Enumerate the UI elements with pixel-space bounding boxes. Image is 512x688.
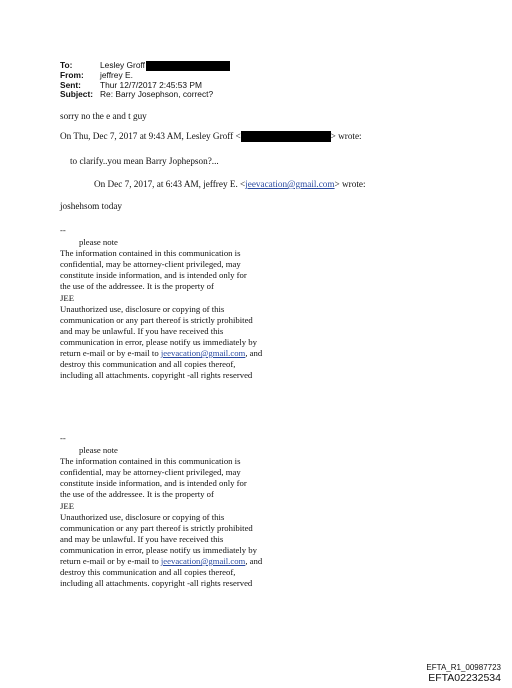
disclaimer-line: constitute inside information, and is intended only for <box>60 478 247 489</box>
quote1-prefix: On Thu, Dec 7, 2017 at 9:43 AM, Lesley Groff < <box>60 131 241 141</box>
disclaimer-line: the use of the addressee. It is the property of <box>60 281 214 292</box>
from-value: jeffrey E. <box>100 70 133 80</box>
from-label: From: <box>60 70 84 80</box>
redaction-box <box>146 61 230 71</box>
separator: -- <box>60 433 66 443</box>
quote1-suffix: > wrote: <box>330 131 362 141</box>
email-link[interactable]: jeevacation@gmail.com <box>160 556 246 567</box>
disclaimer-line: communication in error, please notify us immediately by <box>60 336 257 347</box>
disclaimer-line: destroy this communication and all copies thereof, <box>60 359 236 370</box>
sent-label: Sent: <box>60 79 81 90</box>
disclaimer-line-prefix: return e-mail or by e-mail to <box>60 556 161 567</box>
disclaimer-block <box>60 433 262 589</box>
disclaimer-line: The information contained in this communication is <box>60 248 241 259</box>
to-value: Lesley Groff <box>100 60 145 70</box>
disclaimer-line: JEE <box>60 500 74 511</box>
disclaimer-line: Unauthorized use, disclosure or copying of this <box>60 511 225 522</box>
efta-id: EFTA02232534 <box>428 672 501 684</box>
disclaimer-line: and may be unlawful. If you have received this <box>60 533 224 544</box>
disclaimer-line-suffix: , and <box>245 556 263 567</box>
to-label: To: <box>60 60 73 70</box>
subject-row <box>60 90 230 100</box>
disclaimer-line: Unauthorized use, disclosure or copying of this <box>60 303 225 314</box>
sent-value: Thur 12/7/2017 2:45:53 PM <box>100 79 202 90</box>
disclaimer-line: communication or any part thereof is strictly prohibited <box>60 314 253 325</box>
disclaimer-line: including all attachments. copyright -all rights reserved <box>60 578 253 589</box>
redaction-box <box>241 131 331 142</box>
disclaimer-line: communication in error, please notify us immediately by <box>60 544 257 555</box>
quote2-line <box>94 179 366 190</box>
quote1-line <box>60 131 362 142</box>
disclaimer-line: JEE <box>60 292 74 303</box>
quote2-prefix: On Dec 7, 2017, at 6:43 AM, jeffrey E. < <box>94 179 246 189</box>
quote2-suffix: > wrote: <box>334 179 366 189</box>
to-row <box>60 61 230 71</box>
email-link[interactable]: jeevacation@gmail.com <box>245 179 335 189</box>
efta-r1-id: EFTA_R1_00987723 <box>426 663 501 672</box>
email-link[interactable]: jeevacation@gmail.com <box>160 348 246 359</box>
original-message: joshehsom today <box>60 201 123 211</box>
disclaimer-line: communication or any part thereof is strictly prohibited <box>60 522 253 533</box>
disclaimer-line: confidential, may be attorney-client privileged, may <box>60 467 241 478</box>
disclaimer-block <box>60 225 262 381</box>
disclaimer-line: destroy this communication and all copies thereof, <box>60 567 236 578</box>
reply-text: sorry no the e and t guy <box>60 111 147 121</box>
disclaimer-line: including all attachments. copyright -all rights reserved <box>60 370 253 381</box>
subject-value: Re: Barry Josephson, correct? <box>100 89 214 100</box>
disclaimer-line: The information contained in this communication is <box>60 456 241 467</box>
email-header <box>60 61 230 100</box>
please-note: please note <box>79 445 118 456</box>
disclaimer-line: the use of the addressee. It is the property of <box>60 489 214 500</box>
disclaimer-line: and may be unlawful. If you have received this <box>60 325 224 336</box>
disclaimer-line-prefix: return e-mail or by e-mail to <box>60 348 161 359</box>
disclaimer-line-suffix: , and <box>245 348 263 359</box>
disclaimer-line <box>60 556 262 567</box>
disclaimer-line: constitute inside information, and is intended only for <box>60 270 247 281</box>
separator: -- <box>60 225 66 235</box>
clarify-text: to clarify..you mean Barry Jophepson?... <box>70 156 219 166</box>
subject-label: Subject: <box>60 89 94 100</box>
please-note: please note <box>79 237 118 248</box>
disclaimer-line <box>60 348 262 359</box>
disclaimer-line: confidential, may be attorney-client privileged, may <box>60 259 241 270</box>
